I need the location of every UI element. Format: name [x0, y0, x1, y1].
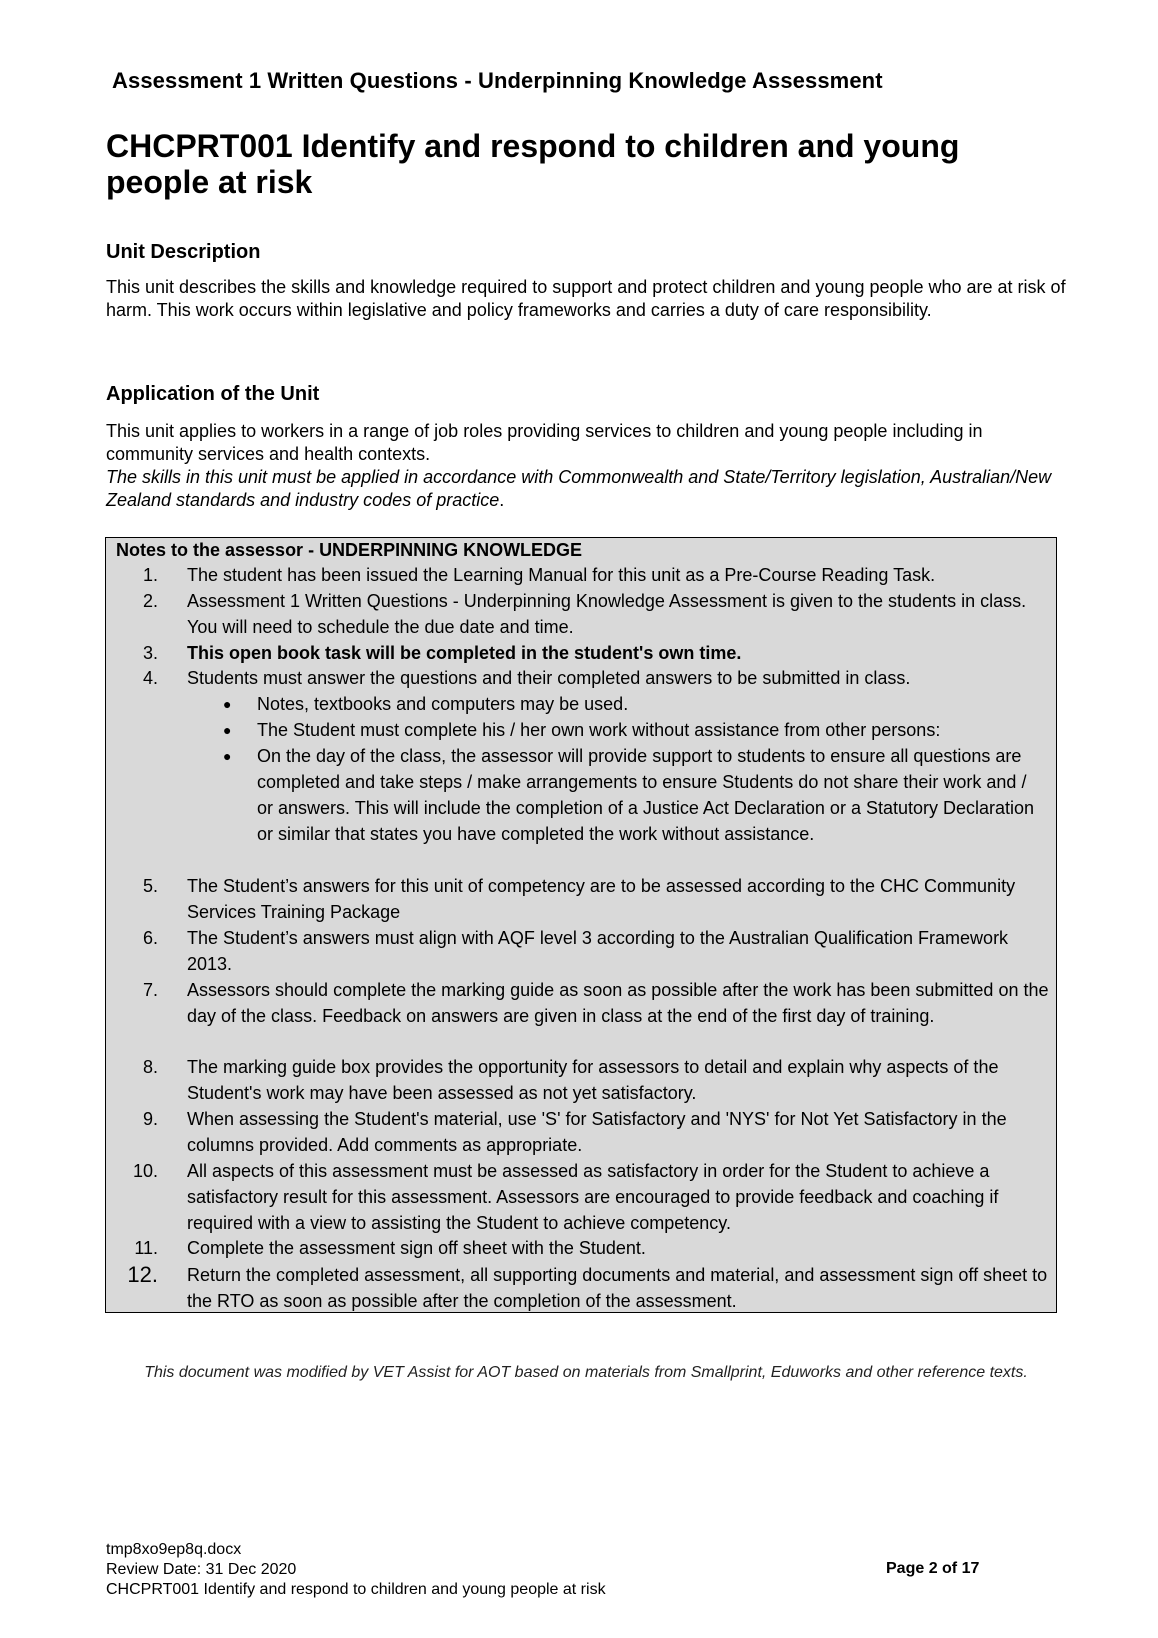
note-number: 9.: [142, 1109, 158, 1129]
note-number: 3.: [142, 643, 158, 663]
note-text: When assessing the Student's material, use 'S' for Satisfactory and 'NYS' for Not Yet Satisfactory in the columns provided. Add comments as appropriate.: [187, 1109, 1007, 1155]
bullet-icon: ●: [223, 748, 232, 764]
note-text: Students must answer the questions and their completed answers to be submitted in class.: [187, 668, 911, 688]
note-text: The marking guide box provides the opportunity for assessors to detail and explain why aspects of the Student's work may have been assessed as not yet satisfactory.: [187, 1057, 999, 1103]
footer-review-date: Review Date: 31 Dec 2020: [106, 1561, 297, 1578]
bullet-text: The Student must complete his / her own work without assistance from other persons:: [257, 720, 941, 740]
note-number: 12.: [127, 1262, 158, 1287]
bullet-icon: ●: [223, 696, 232, 712]
note-number: 5.: [142, 876, 158, 896]
note-number: 11.: [134, 1238, 158, 1258]
note-text: The Student’s answers must align with AQF level 3 according to the Australian Qualification Framework 2013.: [187, 928, 1009, 974]
note-number: 10.: [132, 1161, 158, 1181]
note-text: Return the completed assessment, all supporting documents and material, and assessment sign off sheet to the RTO as soon as possible after the completion of the assessment.: [187, 1265, 1048, 1311]
unit-title: CHCPRT001 Identify and respond to children and young people at risk: [106, 128, 960, 200]
note-number: 1.: [142, 565, 158, 585]
note-number: 4.: [142, 668, 158, 688]
assessment-header-title: Assessment 1 Written Questions - Underpinning Knowledge Assessment: [112, 68, 883, 93]
note-number: 7.: [142, 980, 158, 1000]
note-number: 6.: [142, 928, 158, 948]
assessor-notes-box: [105, 537, 1057, 1313]
bullet-icon: ●: [223, 722, 232, 738]
note-text: All aspects of this assessment must be assessed as satisfactory in order for the Student to achieve a satisfactory result for this assessment. Assessors are encouraged to provide feedback and coaching if required with a view to assisting the Student to achieve competency.: [187, 1161, 999, 1233]
assessor-notes-title: Notes to the assessor - UNDERPINNING KNOWLEDGE: [116, 540, 583, 560]
note-text: Complete the assessment sign off sheet with the Student.: [187, 1238, 646, 1258]
application-italic: The skills in this unit must be applied in accordance with Commonwealth and State/Territory legislation, Australian/New Zealand standards and industry codes of practice: [106, 467, 1052, 510]
application-text: [106, 420, 1066, 512]
application-heading: Application of the Unit: [106, 383, 320, 405]
note-text: The Student’s answers for this unit of competency are to be assessed according to the CHC Community Services Training Package: [187, 876, 1016, 922]
document-footnote: This document was modified by VET Assist for AOT based on materials from Smallprint, Eduworks and other reference texts.: [144, 1364, 1028, 1381]
unit-description-heading: Unit Description: [106, 241, 261, 263]
footer-unit-line: CHCPRT001 Identify and respond to children and young people at risk: [106, 1581, 606, 1598]
unit-description-text: This unit describes the skills and knowledge required to support and protect children and young people who are at risk of harm. This work occurs within legislative and policy frameworks and carries a duty of care responsibility.: [106, 277, 1066, 320]
footer-filename: tmp8xo9ep8q.docx: [106, 1541, 242, 1558]
bullet-text: On the day of the class, the assessor will provide support to students to ensure all questions are completed and take steps / make arrangements to ensure Students do not share their work and / or answers. This will include the completion of a Justice Act Declaration or a Statutory Declaration or similar that states you have completed the work without assistance.: [257, 746, 1035, 844]
note-text: Assessors should complete the marking guide as soon as possible after the work has been submitted on the day of the class. Feedback on answers are given in class at the end of the first day of training.: [187, 980, 1049, 1026]
page-number: Page 2 of 17: [886, 1560, 980, 1577]
note-text: Assessment 1 Written Questions - Underpinning Knowledge Assessment is given to the students in class. You will need to schedule the due date and time.: [187, 591, 1027, 637]
application-italic-end: .: [499, 490, 505, 510]
note-number: 2.: [142, 591, 158, 611]
note-text: This open book task will be completed in the student's own time.: [187, 643, 742, 663]
note-text: The student has been issued the Learning Manual for this unit as a Pre-Course Reading Task.: [187, 565, 936, 585]
application-normal: This unit applies to workers in a range of job roles providing services to children and young people including in community services and health contexts.: [106, 421, 983, 464]
bullet-text: Notes, textbooks and computers may be used.: [257, 694, 629, 714]
note-number: 8.: [142, 1057, 158, 1077]
